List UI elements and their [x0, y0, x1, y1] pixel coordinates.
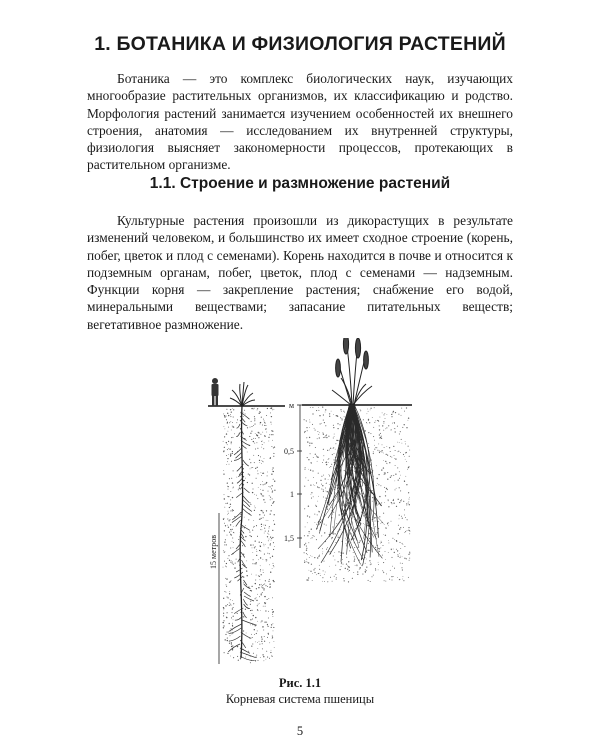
shallow-root-panel: [284, 338, 412, 583]
scale-tick-1: 1: [290, 490, 294, 499]
scale-tick-0-5: 0,5: [284, 447, 294, 456]
root-system-illustration: [190, 338, 430, 678]
wheat-plant: [332, 338, 372, 405]
section-paragraph: Культурные растения произошли из дикорастущих в результате изменений человеком, и большинство их имеет сходное строение (корень, побег, цветок и плод с семенами). Корень находится в почве и относится к подземным органам, побег, цветок, плод с семенами — надземным. Функции корня — закрепление растения; снабжение его водой, минеральными веществами; запасание питательных веществ; вегетативное размножение.: [87, 213, 513, 332]
depth-label: 15 метров: [209, 535, 218, 569]
figure-root-system: [190, 338, 430, 678]
chapter-title: 1. БОТАНИКА И ФИЗИОЛОГИЯ РАСТЕНИЙ: [94, 33, 506, 55]
section-title: 1.1. Строение и размножение растений: [149, 175, 451, 192]
wheat-tuft-small: [230, 382, 255, 406]
scale-tick-1-5: 1,5: [284, 534, 294, 543]
figure-caption: Корневая система пшеницы: [225, 692, 375, 706]
page-number: 5: [296, 724, 304, 738]
person-silhouette: [212, 378, 219, 406]
intro-paragraph: Ботаника — это комплекс биологических наук, изучающих многообразие растительных организмов, их классификацию и родство. Морфология растений занимается изучением особенностей их внешнего строения, анатомия — исследованием их внутренней структуры, физиология выясняет закономерности процессов, протекающих в растительном организме.: [87, 71, 513, 173]
scale-unit-label: м: [288, 401, 294, 410]
deep-root-panel: [208, 378, 285, 664]
figure-number: Рис. 1.1: [278, 676, 322, 690]
depth-scale: [284, 401, 303, 548]
